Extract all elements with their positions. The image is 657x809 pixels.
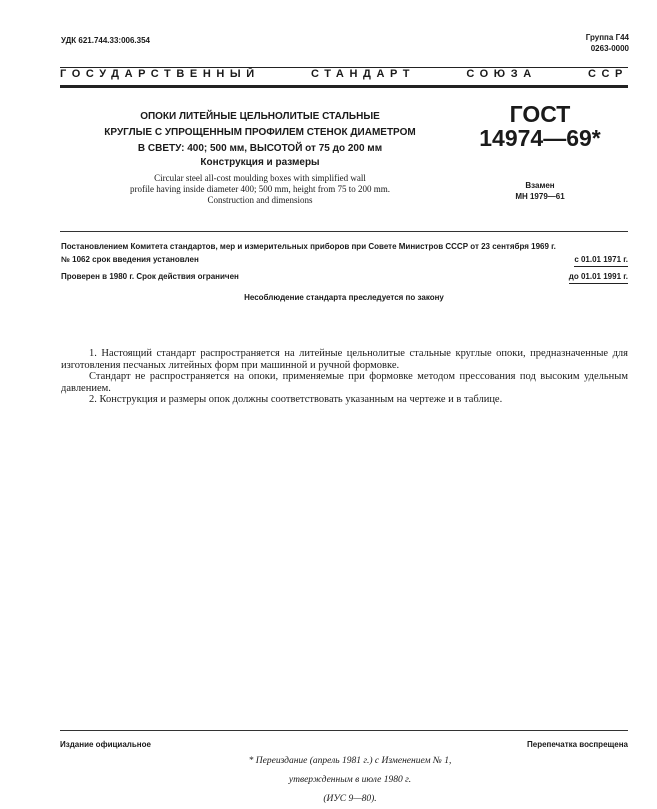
replaces-value: МН 1979—61	[515, 192, 565, 201]
effective-date: с 01.01 1971 г.	[574, 253, 628, 267]
standard-subtitle: Конструкция и размеры	[200, 157, 320, 168]
english-title-line: Construction and dimensions	[207, 195, 313, 205]
group-line: Группа Г44	[585, 33, 629, 42]
decree-block	[61, 240, 628, 284]
group-code	[586, 32, 629, 54]
title-line: ОПОКИ ЛИТЕЙНЫЕ ЦЕЛЬНОЛИТЫЕ СТАЛЬНЫЕ	[140, 111, 380, 122]
english-title	[60, 173, 460, 206]
decree-text: № 1062 срок введения установлен	[61, 255, 199, 264]
banner-word: СТАНДАРТ	[311, 68, 416, 80]
official-edition-label: Издание официальное	[60, 740, 151, 749]
document-body	[61, 348, 628, 406]
gost-designation	[470, 102, 610, 150]
okstu-code: 0263-0000	[590, 44, 629, 53]
footnote-line: * Переиздание (апрель 1981 г.) с Изменением № 1,	[248, 756, 452, 766]
state-standard-banner	[60, 68, 628, 82]
expiry-date: до 01.01 1991 г.	[569, 270, 628, 284]
standard-title	[60, 109, 460, 157]
footer-rule	[60, 730, 628, 731]
banner-word: ССР	[587, 68, 628, 80]
decree-line	[61, 270, 628, 284]
body-paragraph: Стандарт не распространяется на опоки, применяемые при формовке методом прессования под высоким удельным давлением.	[61, 371, 628, 394]
section-rule	[60, 231, 628, 232]
reprint-prohibited-label: Перепечатка воспрещена	[527, 740, 628, 749]
replaces-label: Взамен	[525, 181, 555, 190]
body-paragraph: 2. Конструкция и размеры опок должны соответствовать указанным на чертеже и в таблице.	[89, 394, 503, 405]
footnote-line: утвержденным в июле 1980 г.	[288, 775, 412, 785]
decree-text: Постановлением Комитета стандартов, мер и измерительных приборов при Совете Министров СССР от 23 сентября 1969 г.	[61, 242, 556, 251]
title-line: В СВЕТУ: 400; 500 мм, ВЫСОТОЙ от 75 до 200 мм	[137, 143, 383, 154]
banner-word: ГОСУДАРСТВЕННЫЙ	[60, 68, 260, 80]
english-title-line: Circular steel all-cost moulding boxes with simplified wall	[154, 173, 366, 183]
gost-number: 14974—69*	[479, 125, 601, 151]
replaces-block	[470, 180, 610, 202]
decree-line	[61, 240, 628, 253]
gost-label: ГОСТ	[509, 101, 571, 127]
decree-line	[61, 253, 628, 267]
banner-bottom-rule	[60, 85, 628, 88]
footnote-line: (ИУС 9—80).	[323, 794, 377, 804]
udk-code: УДК 621.744.33:006.354	[61, 36, 150, 45]
reissue-footnote	[200, 752, 500, 809]
decree-text: Проверен в 1980 г. Срок действия ограничен	[61, 272, 239, 281]
title-line: КРУГЛЫЕ С УПРОЩЕННЫМ ПРОФИЛЕМ СТЕНОК ДИАМЕТРОМ	[104, 127, 416, 138]
legal-notice: Несоблюдение стандарта преследуется по закону	[244, 293, 444, 302]
english-title-line: profile having inside diameter 400; 500 mm, height from 75 to 200 mm.	[130, 184, 390, 194]
body-paragraph: 1. Настоящий стандарт распространяется на литейные цельнолитые стальные круглые опоки, предназначенные для изготовления песчаных литейных форм при машинной и ручной формовке.	[61, 348, 628, 371]
banner-word: СОЮЗА	[466, 68, 537, 80]
